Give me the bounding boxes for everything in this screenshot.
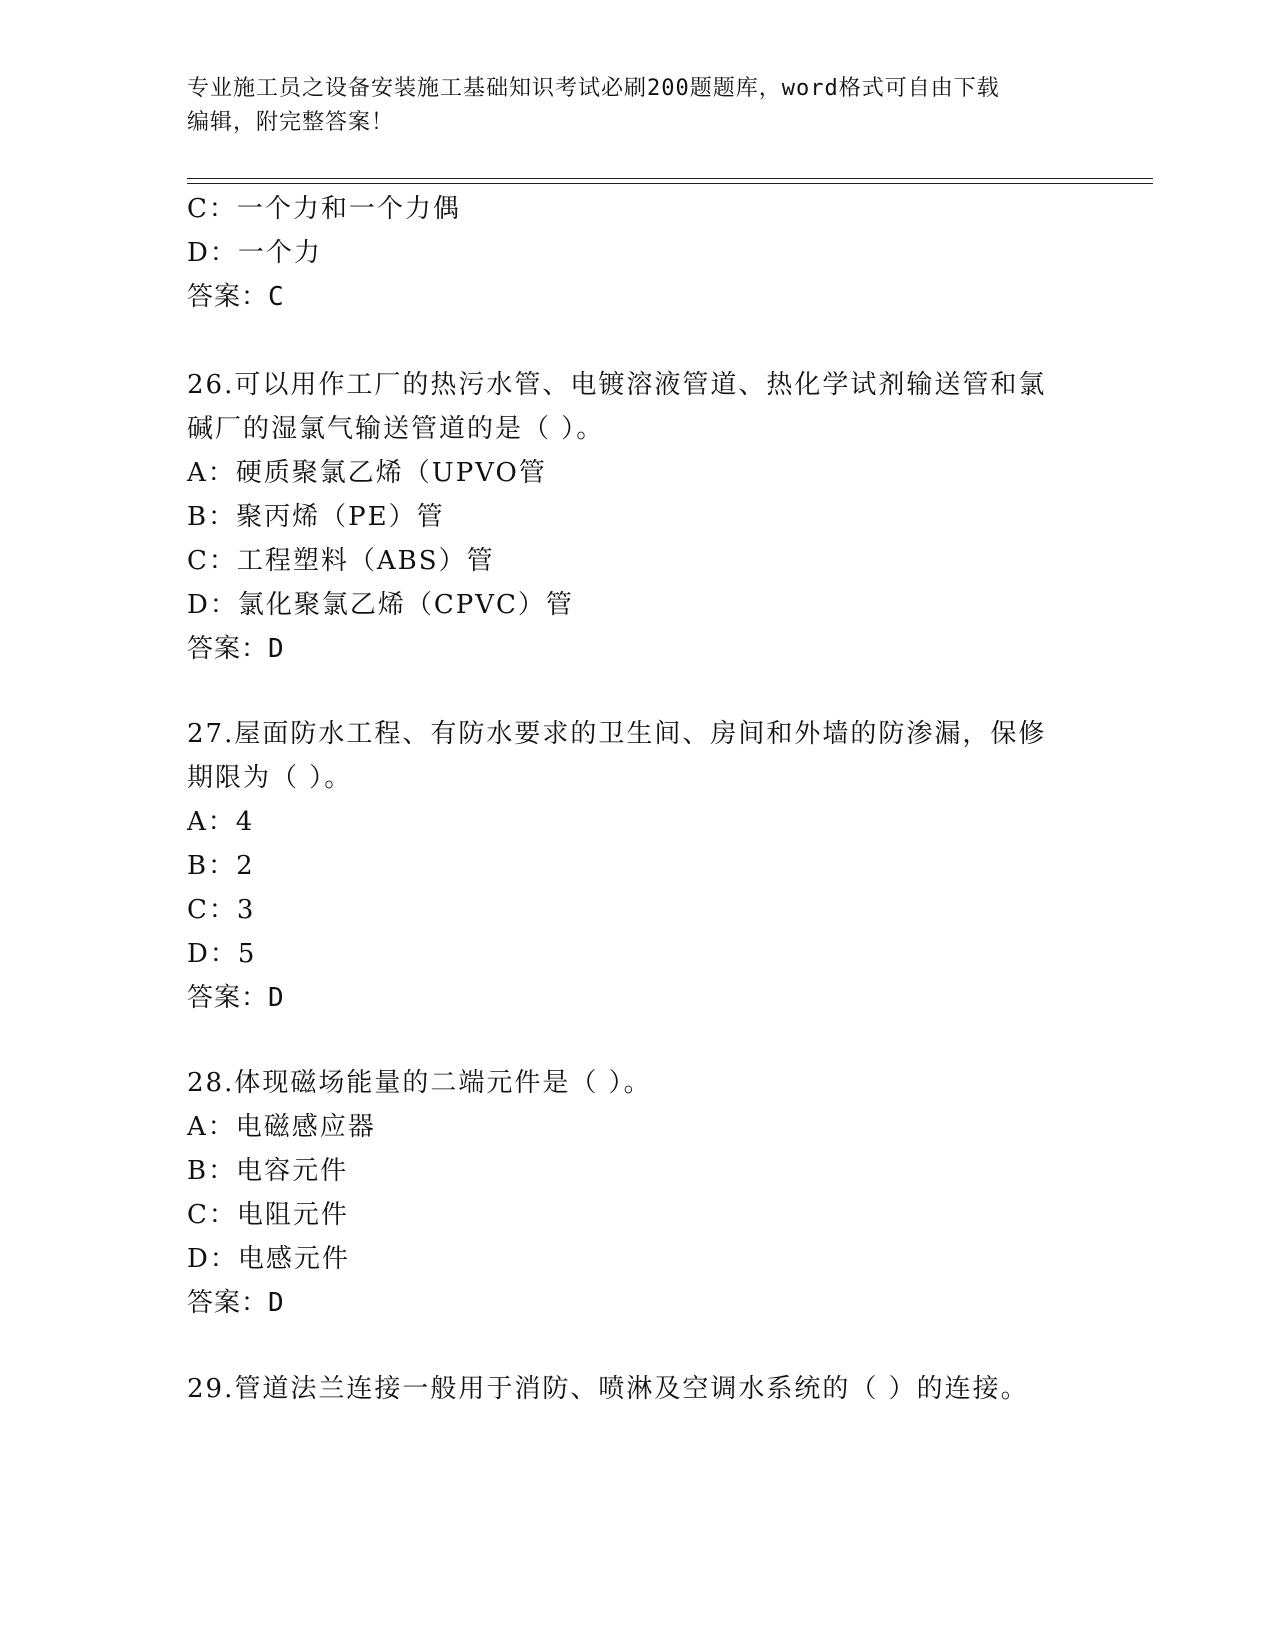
answer: 答案：D [187, 1288, 285, 1318]
header-divider-top [187, 178, 1153, 179]
answer: 答案：D [187, 634, 285, 664]
question-text-line-1: 28.体现磁场能量的二端元件是（ ）。 [187, 1068, 652, 1098]
document-header [187, 72, 1067, 140]
option-b: B：电容元件 [187, 1156, 349, 1186]
option-d: D：氯化聚氯乙烯（CPVC）管 [187, 590, 574, 620]
option-a: A：4 [187, 807, 255, 837]
question-text-line-2: 期限为（ ）。 [187, 763, 353, 793]
option-d: D：5 [187, 939, 257, 969]
answer: 答案：C [187, 282, 285, 312]
option-c: C：3 [187, 895, 256, 925]
option-c: C：电阻元件 [187, 1200, 349, 1230]
question-text-line-2: 碱厂的湿氯气输送管道的是（ ）。 [187, 414, 605, 444]
option-c: C：一个力和一个力偶 [187, 194, 461, 224]
question-text-line-1: 29.管道法兰连接一般用于消防、喷淋及空调水系统的（ ）的连接。 [187, 1374, 1029, 1404]
option-a: A：电磁感应器 [187, 1112, 376, 1142]
question-text-line-1: 27.屋面防水工程、有防水要求的卫生间、房间和外墙的防渗漏，保修 [187, 719, 1047, 749]
option-b: B：2 [187, 851, 255, 881]
header-line-2: 编辑，附完整答案！ [187, 110, 395, 135]
option-d: D：电感元件 [187, 1244, 350, 1274]
question-text-line-1: 26.可以用作工厂的热污水管、电镀溶液管道、热化学试剂输送管和氯 [187, 370, 1047, 400]
header-divider-bottom [187, 183, 1153, 184]
option-d: D：一个力 [187, 238, 322, 268]
option-b: B：聚丙烯（PE）管 [187, 502, 445, 532]
option-c: C：工程塑料（ABS）管 [187, 546, 495, 576]
header-line-1: 专业施工员之设备安装施工基础知识考试必刷200题题库，word格式可自由下载 [187, 76, 1000, 101]
option-a: A：硬质聚氯乙烯（UPVO管 [187, 458, 547, 488]
answer: 答案：D [187, 983, 285, 1013]
